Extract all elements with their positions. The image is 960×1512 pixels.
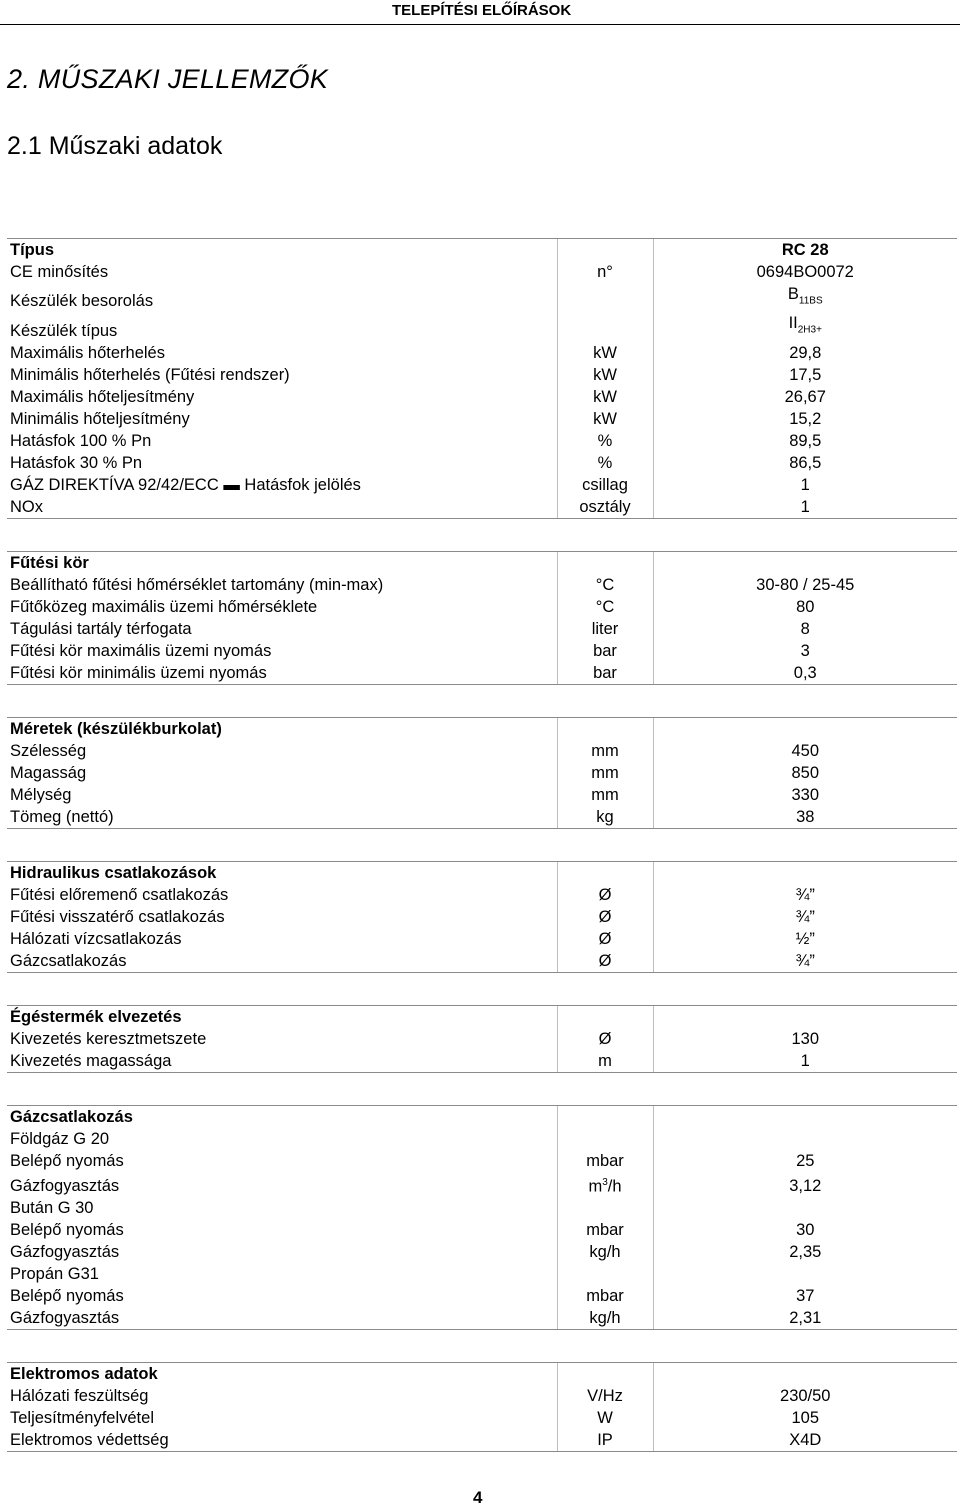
row-label: Fűtőközeg maximális üzemi hőmérséklete — [10, 597, 318, 616]
row-value — [653, 861, 957, 884]
row-value — [653, 1219, 957, 1241]
row-label: Tágulási tartály térfogata — [10, 619, 192, 638]
row-unit — [557, 1285, 653, 1307]
row-value — [653, 806, 957, 829]
row-unit — [557, 1241, 653, 1263]
row-label: Gázfogyasztás — [10, 1177, 120, 1196]
table-row — [7, 806, 957, 829]
row-label: Szélesség — [10, 741, 87, 760]
table-row — [7, 1197, 957, 1219]
row-unit — [557, 618, 653, 640]
row-label: Bután G 30 — [10, 1199, 94, 1218]
row-value — [653, 784, 957, 806]
table-row — [7, 1150, 957, 1172]
unit-text: Ø — [598, 907, 612, 926]
row-value — [653, 386, 957, 408]
value-text: 30-80 / 25-45 — [756, 575, 855, 594]
row-unit — [557, 1219, 653, 1241]
table-row — [7, 906, 957, 928]
row-label: Hidraulikus csatlakozások — [7, 861, 557, 884]
value-text: 1 — [800, 475, 810, 494]
row-unit — [557, 574, 653, 596]
unit-text: kg — [596, 807, 614, 826]
row-value — [653, 1385, 957, 1407]
value-subscript: 2H3+ — [797, 324, 822, 336]
table-row — [7, 762, 957, 784]
table-row — [7, 1429, 957, 1452]
row-value — [653, 474, 957, 496]
row-unit — [557, 1429, 653, 1452]
row-value — [653, 618, 957, 640]
unit-text: mm — [591, 763, 619, 782]
row-unit — [557, 596, 653, 618]
value-subscript: 11BS — [798, 295, 823, 307]
table-row — [7, 574, 957, 596]
technical-data-table — [7, 238, 957, 1452]
section-spacer — [7, 684, 957, 717]
value-text: 330 — [791, 785, 820, 804]
row-value — [653, 574, 957, 596]
value-text: 89,5 — [789, 431, 822, 450]
unit-superscript: 3 — [602, 1176, 608, 1188]
section-header-row — [7, 239, 957, 262]
row-value — [653, 452, 957, 474]
row-value — [653, 1028, 957, 1050]
row-unit — [557, 1005, 653, 1028]
unit-text: kW — [593, 409, 617, 428]
row-label: GÁZ DIREKTÍVA 92/42/ECC ▬ Hatásfok jelölés — [10, 475, 361, 494]
value-text: 0,3 — [793, 663, 817, 682]
row-value — [653, 496, 957, 519]
table-row — [7, 1263, 957, 1285]
row-value — [653, 408, 957, 430]
table-row — [7, 342, 957, 364]
row-label: NOx — [7, 496, 557, 519]
row-value — [653, 1150, 957, 1172]
section-spacer — [7, 1330, 957, 1363]
row-label: Földgáz G 20 — [10, 1129, 110, 1148]
section-header-row — [7, 551, 957, 574]
row-value — [653, 312, 957, 341]
unit-text: kW — [593, 365, 617, 384]
value-text: 105 — [791, 1409, 820, 1428]
value-text: ¾” — [795, 907, 815, 926]
row-label: Fűtési visszatérő csatlakozás — [10, 907, 225, 926]
unit-text: IP — [597, 1431, 613, 1450]
unit-text: mm — [591, 785, 619, 804]
value-text: ½” — [795, 929, 815, 948]
unit-text: kg/h — [589, 1243, 621, 1262]
row-unit — [557, 762, 653, 784]
table-row — [7, 662, 957, 685]
section-header-row — [7, 1363, 957, 1386]
table-row — [7, 884, 957, 906]
row-unit — [557, 950, 653, 973]
row-label: Kivezetés magassága — [7, 1050, 557, 1073]
unit-text: % — [597, 431, 613, 450]
value-text: 850 — [791, 763, 820, 782]
row-value — [653, 342, 957, 364]
row-unit — [557, 1050, 653, 1073]
row-value — [653, 283, 957, 312]
value-text: 37 — [796, 1287, 815, 1306]
value-text: ¾” — [795, 885, 815, 904]
row-label: Gázfogyasztás — [7, 1307, 557, 1330]
row-unit — [557, 1197, 653, 1219]
unit-text: kW — [593, 343, 617, 362]
table-row — [7, 950, 957, 973]
row-value — [653, 1005, 957, 1028]
row-label: Kivezetés keresztmetszete — [10, 1029, 207, 1048]
row-unit — [557, 364, 653, 386]
row-unit — [557, 640, 653, 662]
row-unit — [557, 1150, 653, 1172]
value-text: RC 28 — [781, 241, 829, 259]
row-label: CE minősítés — [10, 263, 109, 281]
value-text: 2,31 — [789, 1309, 822, 1328]
row-label: Mélység — [10, 785, 72, 804]
row-value — [653, 1263, 957, 1285]
row-label: Készülék típus — [10, 321, 118, 340]
row-label: Gázfogyasztás — [10, 1243, 120, 1262]
row-unit — [557, 386, 653, 408]
unit-text: csillag — [582, 475, 628, 494]
row-label: Gázcsatlakozás — [7, 1105, 557, 1128]
row-unit — [557, 1172, 653, 1198]
row-unit — [557, 806, 653, 829]
row-unit — [557, 928, 653, 950]
section-header-row — [7, 1105, 957, 1128]
unit-text: Ø — [598, 929, 612, 948]
table-row — [7, 1219, 957, 1241]
row-unit — [557, 784, 653, 806]
row-value — [653, 740, 957, 762]
row-label: Méretek (készülékburkolat) — [7, 717, 557, 740]
row-unit — [557, 1407, 653, 1429]
value-text: 230/50 — [780, 1387, 831, 1406]
row-value — [653, 1105, 957, 1128]
running-header — [0, 0, 960, 25]
unit-text: V/Hz — [587, 1387, 623, 1406]
row-label: Hálózati feszültség — [10, 1387, 149, 1406]
row-unit — [557, 884, 653, 906]
row-unit — [557, 408, 653, 430]
section-header-row — [7, 861, 957, 884]
value-text: 130 — [791, 1029, 820, 1048]
row-label: Fűtési előremenő csatlakozás — [10, 885, 229, 904]
row-unit — [557, 1307, 653, 1330]
value-text: 86,5 — [789, 453, 822, 472]
row-value — [653, 1172, 957, 1198]
row-unit — [557, 1105, 653, 1128]
row-value — [653, 430, 957, 452]
unit-text: liter — [591, 619, 619, 638]
table-row — [7, 364, 957, 386]
table-row — [7, 1307, 957, 1330]
table-row — [7, 496, 957, 519]
row-label: Magasság — [10, 763, 87, 782]
row-value — [653, 950, 957, 973]
row-unit — [557, 717, 653, 740]
row-value — [653, 1307, 957, 1330]
row-unit — [557, 312, 653, 341]
row-label: Típus — [7, 239, 557, 262]
value-text: 15,2 — [789, 409, 822, 428]
row-unit — [557, 861, 653, 884]
value-text: 26,67 — [784, 387, 826, 406]
value-text: 80 — [796, 597, 815, 616]
section-heading: 2.1 Műszaki adatok — [7, 132, 223, 160]
section-spacer — [7, 972, 957, 1005]
row-unit — [557, 261, 653, 283]
row-unit — [557, 1128, 653, 1150]
unit-text: % — [597, 453, 613, 472]
row-value — [653, 662, 957, 685]
unit-text: °C — [595, 597, 615, 616]
row-label: Fűtési kör maximális üzemi nyomás — [10, 641, 272, 660]
table-row — [7, 474, 957, 496]
unit-text: osztály — [579, 497, 631, 516]
table-row — [7, 386, 957, 408]
row-value — [653, 762, 957, 784]
table-row — [7, 1050, 957, 1073]
row-value — [653, 1128, 957, 1150]
value-text: 3,12 — [789, 1177, 822, 1196]
row-unit — [557, 740, 653, 762]
row-label: Elektromos védettség — [7, 1429, 557, 1452]
row-label: Propán G31 — [10, 1265, 99, 1284]
row-label: Elektromos adatok — [7, 1363, 557, 1386]
value-text: 0694BO0072 — [756, 263, 854, 281]
table-row — [7, 1285, 957, 1307]
value-text: 1 — [800, 1051, 810, 1070]
table-row — [7, 408, 957, 430]
value-text: 25 — [796, 1151, 815, 1170]
row-unit — [557, 1363, 653, 1386]
row-unit — [557, 1263, 653, 1285]
unit-text: W — [597, 1409, 613, 1428]
unit-text: kg/h — [589, 1309, 621, 1328]
page-number: 4 — [473, 1488, 483, 1507]
row-label: Belépő nyomás — [10, 1221, 124, 1240]
row-label: Belépő nyomás — [10, 1287, 124, 1306]
header-title: TELEPÍTÉSI ELŐÍRÁSOK — [392, 2, 572, 19]
section-header-row — [7, 717, 957, 740]
unit-tail: /h — [607, 1177, 622, 1196]
section-spacer — [7, 828, 957, 861]
row-label: Teljesítményfelvétel — [10, 1409, 154, 1428]
table-row — [7, 784, 957, 806]
value-text: ¾” — [795, 951, 815, 970]
row-value — [653, 1429, 957, 1452]
row-value — [653, 884, 957, 906]
unit-text: bar — [593, 641, 617, 660]
unit-text: mbar — [586, 1287, 624, 1306]
section-header-row — [7, 1005, 957, 1028]
value-text: X4D — [789, 1431, 822, 1450]
unit-text: Ø — [598, 885, 612, 904]
table-row — [7, 1407, 957, 1429]
row-label: Maximális hőterhelés — [10, 343, 165, 362]
value-text: 1 — [800, 497, 810, 516]
row-label: Égéstermék elvezetés — [7, 1005, 557, 1028]
row-label: Maximális hőteljesítmény — [10, 387, 195, 406]
row-label: Hálózati vízcsatlakozás — [10, 929, 182, 948]
row-unit — [557, 906, 653, 928]
row-label: Készülék besorolás — [10, 292, 154, 311]
unit-text: bar — [593, 663, 617, 682]
table-row — [7, 618, 957, 640]
row-unit — [557, 551, 653, 574]
row-value — [653, 1363, 957, 1386]
table-row — [7, 928, 957, 950]
row-unit — [557, 342, 653, 364]
row-label: Minimális hőterhelés (Fűtési rendszer) — [10, 365, 290, 384]
table-row — [7, 312, 957, 341]
value-text: 3 — [800, 641, 810, 660]
section-spacer — [7, 1072, 957, 1105]
row-label: Minimális hőteljesítmény — [10, 409, 190, 428]
table-row — [7, 740, 957, 762]
row-label: Fűtési kör — [7, 551, 557, 574]
row-value — [653, 239, 957, 262]
row-label: Fűtési kör minimális üzemi nyomás — [7, 662, 557, 685]
row-label: Beállítható fűtési hőmérséklet tartomány (min-max) — [10, 575, 384, 594]
unit-text: Ø — [598, 1029, 612, 1048]
unit-text: mbar — [586, 1151, 624, 1170]
row-value — [653, 906, 957, 928]
unit-text: °C — [595, 575, 615, 594]
table-row — [7, 640, 957, 662]
table-row — [7, 1172, 957, 1198]
row-unit — [557, 239, 653, 262]
table-row — [7, 261, 957, 283]
row-value — [653, 1285, 957, 1307]
row-unit — [557, 1385, 653, 1407]
row-value — [653, 640, 957, 662]
row-value — [653, 261, 957, 283]
value-text: 38 — [796, 807, 815, 826]
table-row — [7, 430, 957, 452]
table-row — [7, 1028, 957, 1050]
unit-text: mm — [591, 741, 619, 760]
row-unit — [557, 474, 653, 496]
value-text: II — [788, 314, 798, 333]
value-text: 450 — [791, 741, 820, 760]
row-value — [653, 928, 957, 950]
row-unit — [557, 1028, 653, 1050]
table-row — [7, 283, 957, 312]
table-row — [7, 1385, 957, 1407]
unit-text: n° — [597, 263, 613, 281]
row-value — [653, 1407, 957, 1429]
unit-text: m — [588, 1177, 603, 1196]
row-value — [653, 364, 957, 386]
value-text: 2,35 — [789, 1243, 822, 1262]
row-unit — [557, 430, 653, 452]
value-text: 8 — [800, 619, 810, 638]
unit-text: mbar — [586, 1221, 624, 1240]
row-label: Hatásfok 30 % Pn — [10, 453, 143, 472]
row-unit — [557, 283, 653, 312]
table-row — [7, 596, 957, 618]
row-unit — [557, 662, 653, 685]
row-label: Tömeg (nettó) — [7, 806, 557, 829]
section-spacer — [7, 518, 957, 551]
row-label: Hatásfok 100 % Pn — [10, 431, 152, 450]
unit-text: kW — [593, 387, 617, 406]
row-value — [653, 1197, 957, 1219]
value-text: 30 — [796, 1221, 815, 1240]
row-value — [653, 1241, 957, 1263]
row-value — [653, 596, 957, 618]
row-unit — [557, 496, 653, 519]
row-label: Belépő nyomás — [10, 1151, 124, 1170]
row-label: Gázcsatlakozás — [7, 950, 557, 973]
row-value — [653, 717, 957, 740]
chapter-heading: 2. MŰSZAKI JELLEMZŐK — [7, 64, 329, 94]
table-row — [7, 452, 957, 474]
value-text: 29,8 — [789, 343, 822, 362]
value-text: 17,5 — [789, 365, 822, 384]
row-value — [653, 551, 957, 574]
row-unit — [557, 452, 653, 474]
unit-text: m — [598, 1051, 612, 1070]
unit-text: Ø — [598, 951, 612, 970]
table-row — [7, 1128, 957, 1150]
table-row — [7, 1241, 957, 1263]
value-text: B — [787, 285, 799, 303]
row-value — [653, 1050, 957, 1073]
